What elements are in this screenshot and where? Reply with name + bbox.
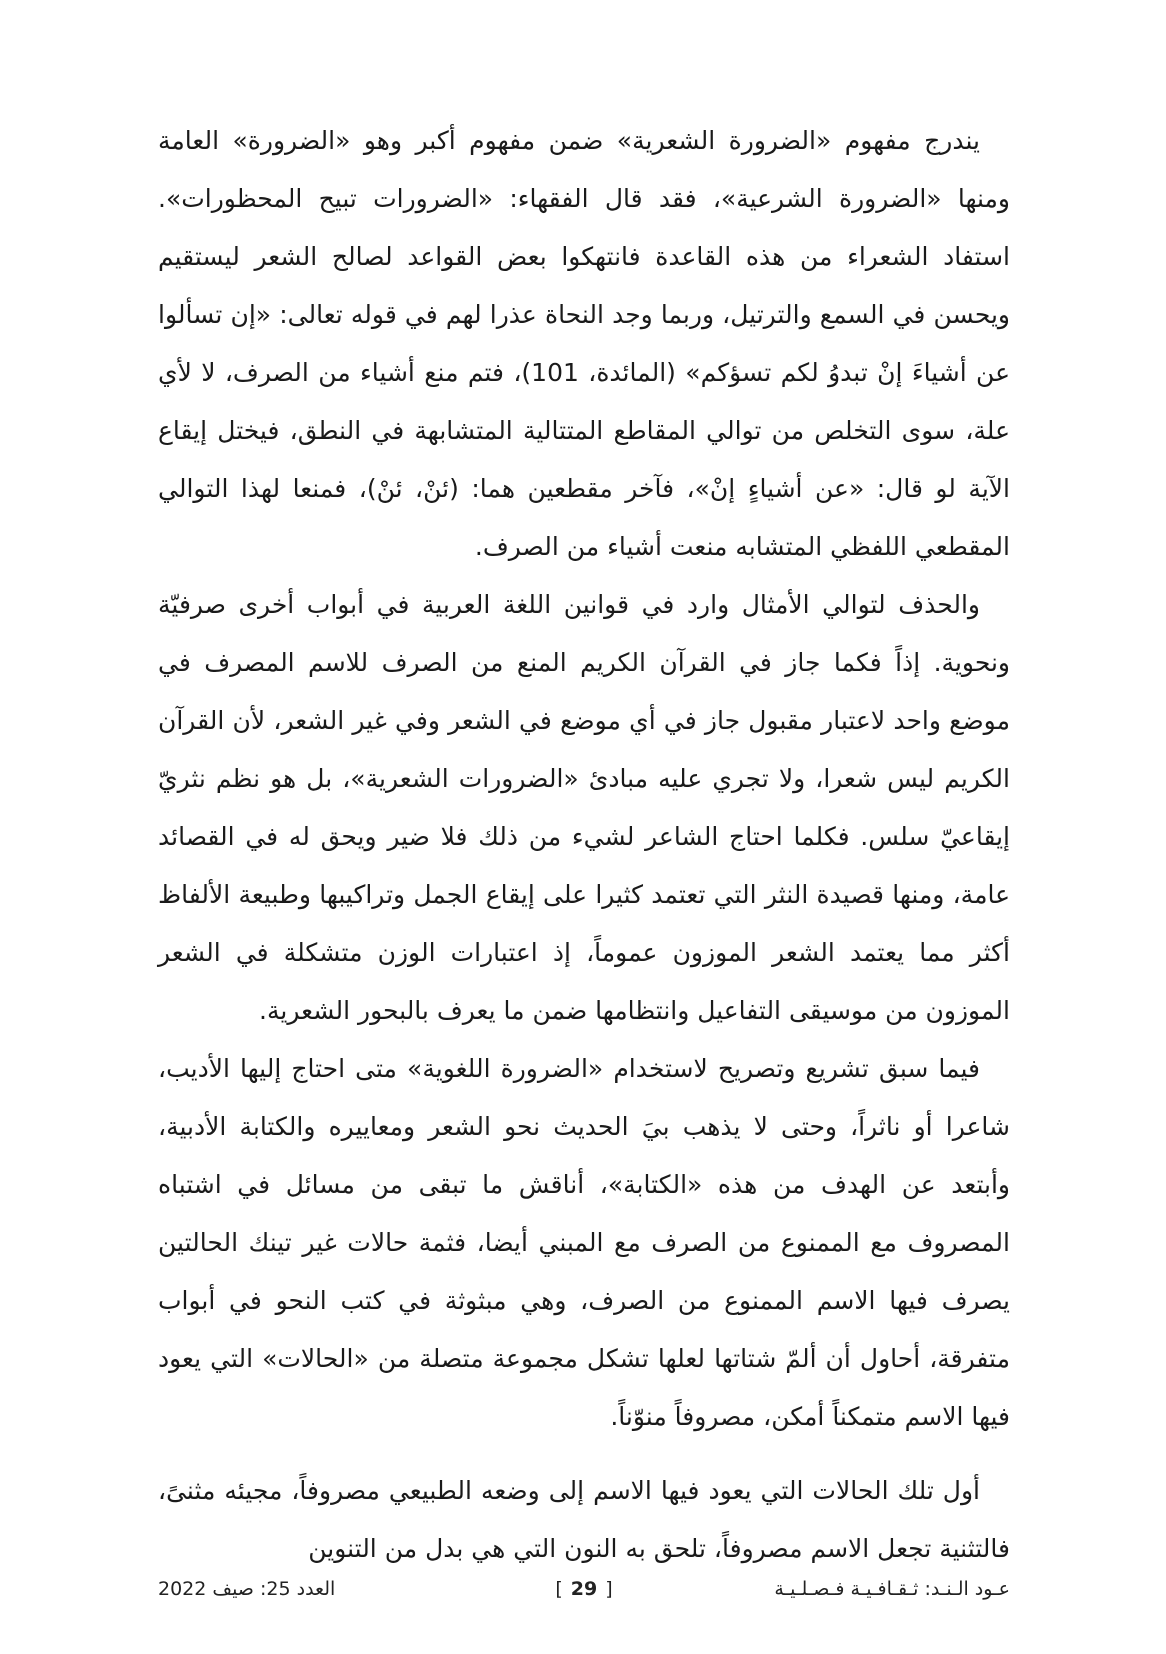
footer-page-number [555,1578,612,1600]
paragraph-2: والحذف لتوالي الأمثال وارد في قوانين اللغة العربية في أبواب أخرى صرفيّة ونحوية. إذاً فكما جاز في القرآن الكريم المنع من الصرف للاسم المصرف في موضع واحد لاعتبار مقبول جاز في أي موضع في الشعر وفي غير الشعر، لأن القرآن الكريم ليس شعرا، ولا تجري عليه مبادئ «الضرورات الشعرية»، بل هو نظم نثريّ إيقاعيّ سلس. فكلما احتاج الشاعر لشيء من ذلك فلا ضير ويحق له في القصائد عامة، ومنها قصيدة النثر التي تعتمد كثيرا على إيقاع الجمل وتراكيبها وطبيعة الألفاظ أكثر مما يعتمد الشعر الموزون عموماً، إذ اعتبارات الوزن متشكلة في الشعر الموزون من موسيقى التفاعيل وانتظامها ضمن ما يعرف بالبحور الشعرية. [158,590,1010,1025]
page-footer [158,1578,1010,1610]
footer-issue-info: العدد 25: صيف 2022 [158,1578,336,1600]
paragraph-4: أول تلك الحالات التي يعود فيها الاسم إلى وضعه الطبيعي مصروفاً، مجيئه مثنىً، فالتثنية تجعل الاسم مصروفاً، تلحق به النون التي هي بدل من التنوين [158,1476,1010,1563]
article-body [158,112,1010,1578]
page-number: 29 [570,1578,598,1600]
paragraph-3: فيما سبق تشريع وتصريح لاستخدام «الضرورة اللغوية» متى احتاج إليها الأديب، شاعرا أو ناثراً، وحتى لا يذهب بيَ الحديث نحو الشعر ومعاييره والكتابة الأدبية، وأبتعد عن الهدف من هذه «الكتابة»، أناقش ما تبقى من مسائل في اشتباه المصروف مع الممنوع من الصرف مع المبني أيضا، فثمة حالات غير تينك الحالتين يصرف فيها الاسم الممنوع من الصرف، وهي مبثوثة في كتب النحو في أبواب متفرقة، أحاول أن ألمّ شتاتها لعلها تشكل مجموعة متصلة من «الحالات» التي يعود فيها الاسم متمكناً أمكن، مصروفاً منوّناً. [158,1054,1010,1431]
footer-journal-title: عـود الـنـد: ثـقـافـيـة فـصـلـيـة [774,1578,1010,1600]
page-number-bracket-close: ] [605,1578,613,1600]
paragraph-1: يندرج مفهوم «الضرورة الشعرية» ضمن مفهوم أكبر وهو «الضرورة» العامة ومنها «الضرورة الشرعية»، فقد قال الفقهاء: «الضرورات تبيح المحظورات». استفاد الشعراء من هذه القاعدة فانتهكوا بعض القواعد لصالح الشعر ليستقيم ويحسن في السمع والترتيل، وربما وجد النحاة عذرا لهم في قوله تعالى: «إن تسألوا عن أشياءَ إنْ تبدوُ لكم تسؤكم» (المائدة، 101)، فتم منع أشياء من الصرف، لا لأي علة، سوى التخلص من توالي المقاطع المتتالية المتشابهة في النطق، فيختل إيقاع الآية لو قال: «عن أشياءٍ إنْ»، فآخر مقطعين هما: (ئنْ، ئنْ)، فمنعا لهذا التوالي المقطعي اللفظي المتشابه منعت أشياء من الصرف. [158,126,1010,561]
page-number-bracket-open: [ [555,1578,563,1600]
